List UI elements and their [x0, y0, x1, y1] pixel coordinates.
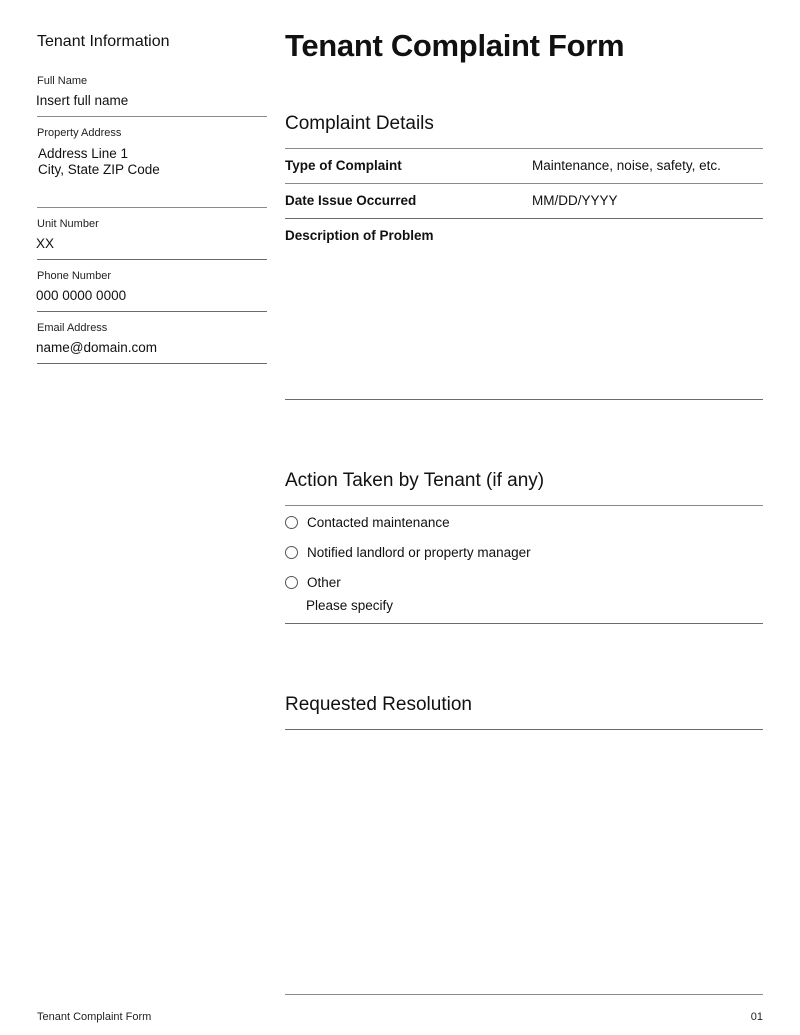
- radio-button-icon[interactable]: [285, 546, 298, 559]
- divider: [37, 207, 267, 208]
- divider: [285, 399, 763, 400]
- date-issue-occurred-label: Date Issue Occurred: [285, 193, 417, 208]
- option-contacted-maintenance[interactable]: [285, 514, 585, 534]
- option-label: Contacted maintenance: [307, 515, 450, 530]
- divider: [285, 148, 763, 149]
- complaint-details-heading: Complaint Details: [285, 113, 434, 134]
- email-address-field[interactable]: name@domain.com: [36, 340, 158, 355]
- unit-number-field[interactable]: XX: [36, 236, 55, 251]
- type-of-complaint-field[interactable]: Maintenance, noise, safety, etc.: [532, 158, 721, 173]
- divider: [285, 729, 763, 730]
- radio-button-icon[interactable]: [285, 576, 298, 589]
- email-address-label: Email Address: [37, 322, 108, 334]
- property-address-label: Property Address: [37, 127, 122, 139]
- option-label: Notified landlord or property manager: [307, 545, 531, 560]
- option-label: Other: [307, 575, 341, 590]
- requested-resolution-heading: Requested Resolution: [285, 694, 472, 715]
- description-of-problem-label: Description of Problem: [285, 228, 434, 243]
- divider: [285, 183, 763, 184]
- action-taken-heading: Action Taken by Tenant (if any): [285, 470, 545, 491]
- address-line-1-field[interactable]: Address Line 1: [38, 146, 129, 161]
- page-title: Tenant Complaint Form: [285, 28, 625, 63]
- divider: [37, 311, 267, 312]
- footer-page-number: 01: [750, 1011, 763, 1023]
- radio-button-icon[interactable]: [285, 516, 298, 529]
- full-name-label: Full Name: [37, 75, 88, 87]
- unit-number-label: Unit Number: [37, 218, 99, 230]
- type-of-complaint-label: Type of Complaint: [285, 158, 402, 173]
- footer-document-name: Tenant Complaint Form: [37, 1011, 152, 1023]
- tenant-information-heading: Tenant Information: [37, 33, 170, 50]
- divider: [285, 218, 763, 219]
- option-other[interactable]: [285, 574, 585, 594]
- divider: [37, 363, 267, 364]
- divider: [37, 116, 267, 117]
- divider: [285, 505, 763, 506]
- phone-number-field[interactable]: 000 0000 0000: [36, 288, 127, 303]
- divider: [37, 259, 267, 260]
- other-specify-field[interactable]: Please specify: [306, 598, 394, 613]
- option-notified-landlord[interactable]: [285, 544, 585, 564]
- date-issue-occurred-field[interactable]: MM/DD/YYYY: [532, 193, 618, 208]
- full-name-field[interactable]: Insert full name: [36, 93, 129, 108]
- requested-resolution-field[interactable]: [285, 734, 763, 990]
- divider: [285, 994, 763, 995]
- address-city-state-zip-field[interactable]: City, State ZIP Code: [38, 162, 160, 177]
- description-of-problem-field[interactable]: [285, 248, 763, 396]
- phone-number-label: Phone Number: [37, 270, 111, 282]
- divider: [285, 623, 763, 624]
